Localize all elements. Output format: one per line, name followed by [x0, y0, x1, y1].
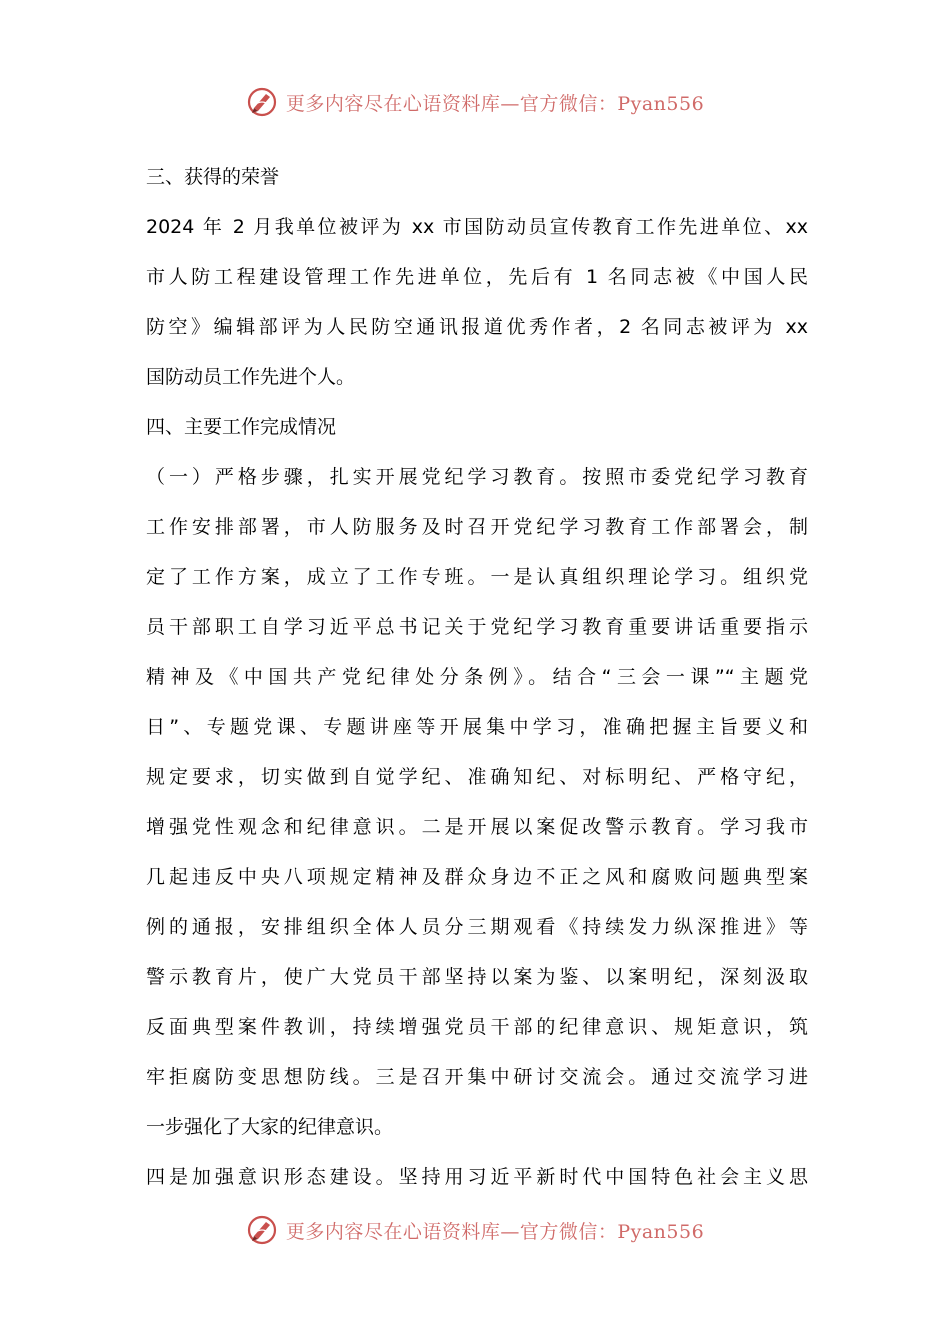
paragraph-line: 国防动员工作先进个人。	[146, 366, 356, 388]
paragraph-line: 例的通报，安排组织全体人员分三期观看《持续发力纵深推进》等	[146, 916, 808, 938]
paragraph-line: 增强党性观念和纪律意识。二是开展以案促改警示教育。学习我市	[146, 816, 808, 838]
paragraph-line: 反面典型案件教训，持续增强党员干部的纪律意识、规矩意识，筑	[146, 1016, 808, 1038]
section-heading: 四、主要工作完成情况	[146, 416, 337, 438]
paragraph-line: 几起违反中央八项规定精神及群众身边不正之风和腐败问题典型案	[146, 866, 808, 888]
watermark-text: 更多内容尽在心语资料库—官方微信：Pyan556	[285, 92, 705, 115]
paragraph-line: 日”、专题党课、专题讲座等开展集中学习，准确把握主旨要义和	[146, 716, 808, 738]
paragraph-line: 精神及《中国共产党纪律处分条例》。结合“三会一课”“主题党	[146, 666, 808, 688]
header-watermark	[0, 82, 950, 122]
paragraph-line: 市人防工程建设管理工作先进单位，先后有 1 名同志被《中国人民	[146, 266, 808, 288]
paragraph-line: 2024 年 2 月我单位被评为 xx 市国防动员宣传教育工作先进单位、xx	[146, 216, 808, 238]
document-body	[146, 152, 808, 1202]
paragraph-line: 防空》编辑部评为人民防空通讯报道优秀作者，2 名同志被评为 xx	[146, 316, 808, 338]
paragraph-line: 员干部职工自学习近平总书记关于党纪学习教育重要讲话重要指示	[146, 616, 808, 638]
section-heading: 三、获得的荣誉	[146, 166, 280, 188]
paragraph-line: 定了工作方案，成立了工作专班。一是认真组织理论学习。组织党	[146, 566, 808, 588]
paragraph-line: 警示教育片，使广大党员干部坚持以案为鉴、以案明纪，深刻汲取	[146, 966, 808, 988]
pen-circle-logo-icon	[246, 1214, 278, 1246]
pen-circle-logo-icon	[246, 86, 278, 118]
paragraph-line: 工作安排部署，市人防服务及时召开党纪学习教育工作部署会，制	[146, 516, 808, 538]
paragraph-line: 四是加强意识形态建设。坚持用习近平新时代中国特色社会主义思	[146, 1166, 808, 1188]
paragraph-line: （一）严格步骤，扎实开展党纪学习教育。按照市委党纪学习教育	[146, 466, 808, 488]
paragraph-line: 牢拒腐防变思想防线。三是召开集中研讨交流会。通过交流学习进	[146, 1066, 808, 1088]
paragraph-line: 规定要求，切实做到自觉学纪、准确知纪、对标明纪、严格守纪，	[146, 766, 808, 788]
watermark-text: 更多内容尽在心语资料库—官方微信：Pyan556	[285, 1220, 705, 1243]
footer-watermark	[0, 1210, 950, 1250]
paragraph-line: 一步强化了大家的纪律意识。	[146, 1116, 394, 1138]
